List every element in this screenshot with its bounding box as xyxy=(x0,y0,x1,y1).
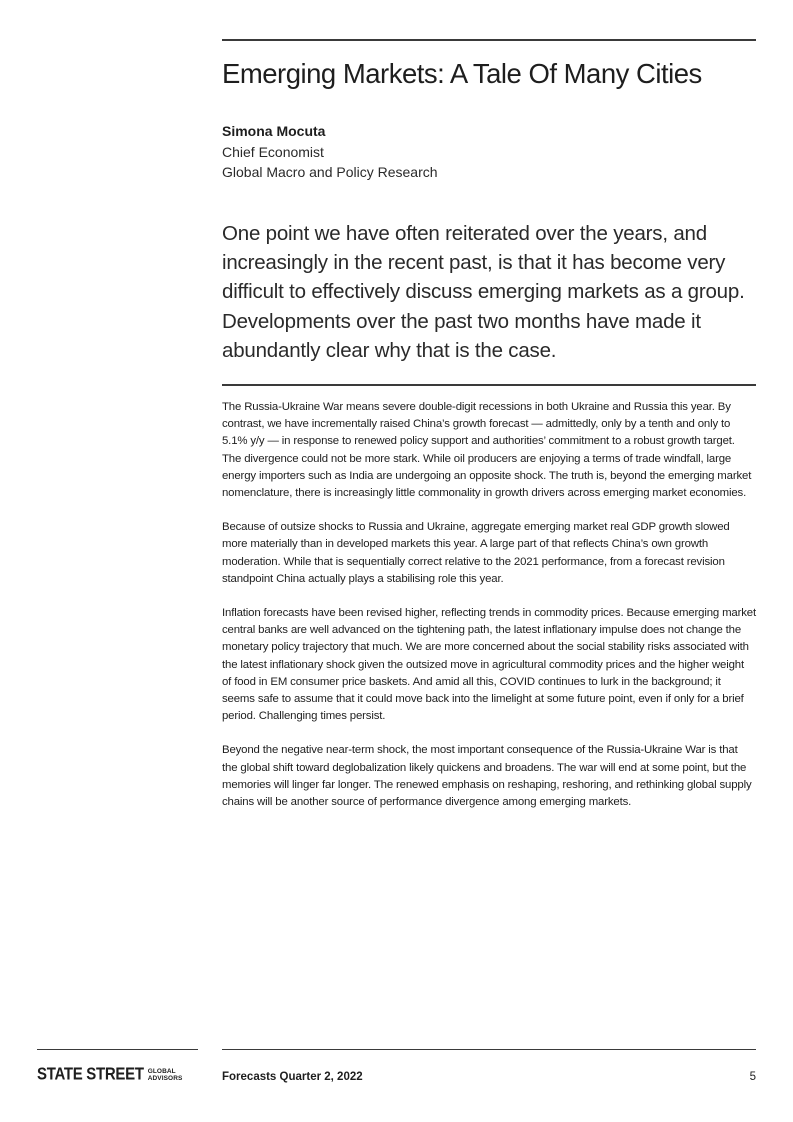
footer-divider-left xyxy=(37,1049,198,1050)
author-role: Chief Economist xyxy=(222,143,324,160)
logo-subtitle-line: GLOBAL xyxy=(147,1068,176,1075)
publication-label: Forecasts Quarter 2, 2022 xyxy=(222,1071,363,1083)
page-number: 5 xyxy=(749,1071,756,1083)
top-divider xyxy=(222,39,756,41)
logo-subtitle-line: ADVISORS xyxy=(147,1075,183,1082)
logo-wordmark: STATE STREET xyxy=(37,1064,144,1085)
author-block xyxy=(222,121,622,183)
footer-divider-right xyxy=(222,1049,756,1050)
state-street-logo xyxy=(37,1066,182,1084)
author-department: Global Macro and Policy Research xyxy=(222,164,438,180)
body-paragraph: Because of outsize shocks to Russia and Ukraine, aggregate emerging market real GDP growth slowed more materially than in developed markets this year. A large part of that reflects China’s own growth moderation. While that is sequentially correct relative to the 2021 performance, from a forecast revision standpoint China actually plays a stabilising role this year. xyxy=(222,521,730,585)
author-name: Simona Mocuta xyxy=(222,123,326,139)
page-title: Emerging Markets: A Tale Of Many Cities xyxy=(222,58,702,89)
logo-subtitle xyxy=(148,1068,183,1082)
body-paragraph: The Russia-Ukraine War means severe double-digit recessions in both Ukraine and Russia this year. By contrast, we have incrementally raised China’s growth forecast — admittedly, only by a tenth and only to 5.1% y/y — in response to renewed policy support and authorities’ commitment to a robust growth target. The divergence could not be more stark. While oil producers are enjoying a terms of trade windfall, large energy importers such as India are undergoing an opposite shock. The truth is, beyond the emerging market nomenclature, there is increasingly little commonality in growth drivers across emerging market economies. xyxy=(222,401,752,500)
lead-paragraph: One point we have often reiterated over the years, and increasingly in the recent past, is that it has become very difficult to effectively discuss emerging markets as a group. Developments over the past two months have made it abundantly clear why that is the case. xyxy=(222,222,745,362)
body-paragraph: Inflation forecasts have been revised higher, reflecting trends in commodity prices. Because emerging market central banks are well advanced on the tightening path, the latest inflationary impulse does not change the monetary policy trajectory that much. We are more concerned about the social stability risks associated with the latest inflationary shock given the outsized move in agricultural commodity prices and the higher weight of food in EM consumer price baskets. And amid all this, COVID continues to lurk in the background; it seems safe to assume that it could move back into the limelight at some future point, even if only for a brief period. Challenging times persist. xyxy=(222,607,756,723)
article-body xyxy=(222,399,756,828)
section-divider xyxy=(222,384,756,386)
body-paragraph: Beyond the negative near-term shock, the most important consequence of the Russia-Ukraine War is that the global shift toward deglobalization likely quickens and broadens. The war will end at some point, but the memories will linger far longer. The renewed emphasis on reshaping, reshoring, and rethinking global supply chains will be another source of performance divergence among emerging markets. xyxy=(222,744,752,809)
